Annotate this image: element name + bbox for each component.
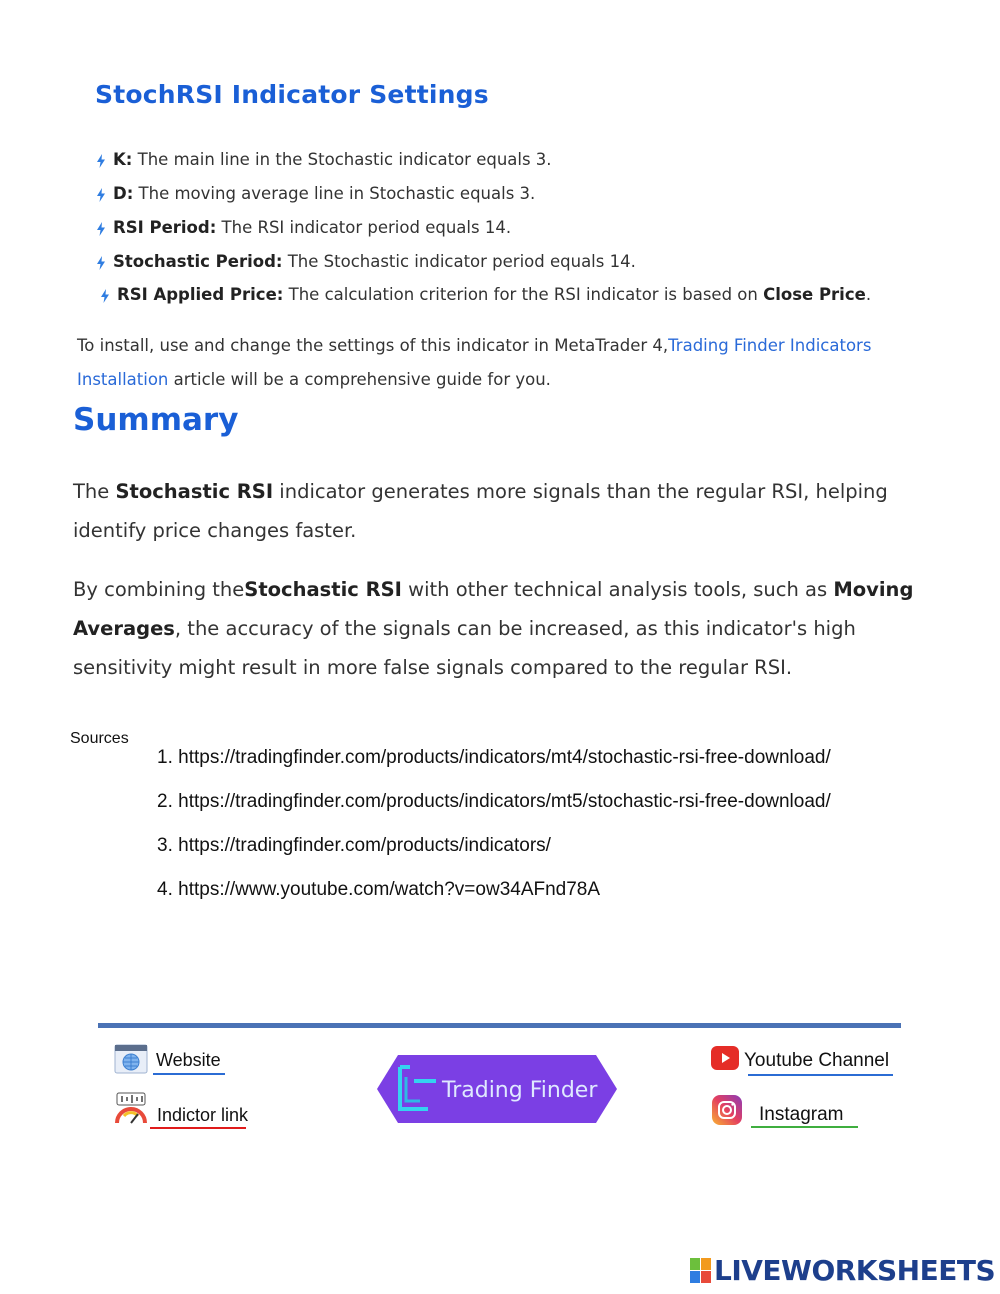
liveworksheets-emblem <box>690 1258 711 1283</box>
bold-run: Stochastic RSI <box>115 480 274 503</box>
bold-run: Averages <box>73 617 175 640</box>
text-run: , the accuracy of the signals can be increased, as this indicator's high <box>174 617 856 640</box>
summary-p2-line3: sensitivity might result in more false signals compared to the regular RSI. <box>73 656 793 679</box>
bold-run: Moving <box>833 578 914 601</box>
install-line-1 <box>77 336 871 355</box>
instagram-icon <box>711 1094 743 1126</box>
bolt-icon <box>95 188 107 202</box>
settings-desc: The main line in the Stochastic indicator equals 3. <box>132 150 552 169</box>
website-link[interactable]: Website <box>156 1050 221 1070</box>
liveworksheets-wordmark: LIVEWORKSHEETS <box>714 1253 996 1287</box>
settings-title: StochRSI Indicator Settings <box>95 80 489 109</box>
youtube-icon <box>710 1044 740 1072</box>
text-run: with other technical analysis tools, such as <box>401 578 834 601</box>
installation-guide-link-cont[interactable]: Installation <box>77 370 169 389</box>
settings-desc-end: . <box>865 285 872 304</box>
liveworksheets-brand <box>690 1252 995 1288</box>
bolt-icon <box>95 154 107 168</box>
gauge-icon <box>114 1092 148 1126</box>
website-underline <box>153 1073 225 1075</box>
source-link[interactable]: 3. https://tradingfinder.com/products/indicators/ <box>157 835 551 856</box>
settings-term: K: <box>113 150 133 169</box>
bolt-icon <box>95 256 107 270</box>
installation-guide-link[interactable]: Trading Finder Indicators <box>668 336 872 355</box>
settings-desc: The RSI indicator period equals 14. <box>216 218 512 237</box>
bolt-icon <box>99 289 111 303</box>
trading-finder-logo <box>376 1053 618 1125</box>
text-run: The <box>73 480 116 503</box>
logo-text: Trading Finder <box>442 1078 598 1103</box>
summary-p1-line2: identify price changes faster. <box>73 519 357 542</box>
summary-p2-line1 <box>73 578 913 601</box>
youtube-underline <box>748 1074 893 1076</box>
install-text: To install, use and change the settings of this indicator in MetaTrader 4, <box>77 336 669 355</box>
instagram-link[interactable]: Instagram <box>759 1104 844 1125</box>
settings-item-k <box>95 150 552 169</box>
settings-desc: The calculation criterion for the RSI indicator is based on <box>283 285 764 304</box>
sources-label: Sources <box>70 730 129 747</box>
settings-item-rsi-applied-price <box>99 285 871 304</box>
summary-p1-line1 <box>73 480 888 503</box>
install-line-2 <box>77 370 551 389</box>
footer-divider <box>98 1023 901 1028</box>
install-text-end: article will be a comprehensive guide for you. <box>168 370 551 389</box>
settings-desc: The Stochastic indicator period equals 14. <box>282 252 636 271</box>
indicator-underline <box>150 1127 246 1129</box>
bold-run: Stochastic RSI <box>244 578 402 601</box>
settings-item-d <box>95 184 535 203</box>
globe-icon <box>114 1044 148 1074</box>
source-link[interactable]: 2. https://tradingfinder.com/products/indicators/mt5/stochastic-rsi-free-download/ <box>157 791 831 812</box>
bolt-icon <box>95 222 107 236</box>
indicator-link[interactable]: Indictor link <box>157 1105 249 1125</box>
summary-p2-line2 <box>73 617 856 640</box>
settings-term: RSI Period: <box>113 218 217 237</box>
summary-title: Summary <box>73 402 239 438</box>
settings-term: RSI Applied Price: <box>117 285 284 304</box>
settings-item-stochastic-period <box>95 252 636 271</box>
youtube-channel-link[interactable]: Youtube Channel <box>744 1050 890 1071</box>
text-run: By combining the <box>73 578 245 601</box>
source-link[interactable]: 1. https://tradingfinder.com/products/indicators/mt4/stochastic-rsi-free-download/ <box>157 747 831 768</box>
settings-item-rsi-period <box>95 218 511 237</box>
settings-term: D: <box>113 184 134 203</box>
settings-term: Stochastic Period: <box>113 252 283 271</box>
source-link[interactable]: 4. https://www.youtube.com/watch?v=ow34AFnd78A <box>157 879 601 900</box>
close-price-term: Close Price <box>763 285 866 304</box>
text-run: indicator generates more signals than the regular RSI, helping <box>273 480 888 503</box>
instagram-underline <box>751 1126 858 1128</box>
settings-desc: The moving average line in Stochastic equals 3. <box>133 184 536 203</box>
